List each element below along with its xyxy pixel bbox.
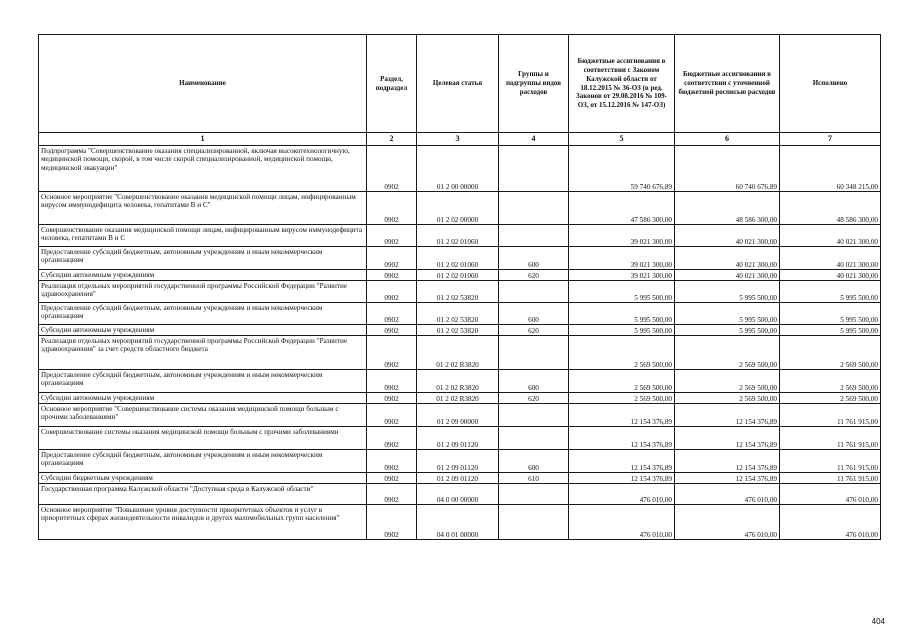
row-plan-amount: 40 021 300,00 — [675, 247, 780, 270]
row-law-amount: 12 154 376,89 — [569, 427, 675, 450]
header-executed: Исполнено — [780, 35, 881, 133]
row-section: 0902 — [367, 192, 417, 225]
row-law-amount: 2 569 500,00 — [569, 370, 675, 393]
row-plan-amount: 2 569 500,00 — [675, 336, 780, 370]
row-target: 04 0 01 00000 — [417, 505, 499, 540]
row-name: Основное мероприятие "Совершенствование системы оказания медицинской помощи больным с прочими заболеваниями" — [39, 404, 367, 427]
row-target: 01 2 02 53820 — [417, 303, 499, 325]
row-executed-amount: 11 761 915,00 — [780, 404, 881, 427]
row-section: 0902 — [367, 427, 417, 450]
table-row — [39, 336, 881, 370]
header-group: Группы и подгруппы видов расходов — [499, 35, 569, 133]
row-name: Субсидии бюджетным учреждениям — [39, 473, 367, 484]
row-group: 600 — [499, 303, 569, 325]
column-number-row — [39, 133, 881, 146]
page-number: 404 — [871, 617, 885, 626]
row-target: 01 2 02 01060 — [417, 270, 499, 281]
column-number: 4 — [499, 133, 569, 146]
row-target: 01 2 02 01060 — [417, 247, 499, 270]
row-law-amount: 2 569 500,00 — [569, 336, 675, 370]
table-row — [39, 404, 881, 427]
row-executed-amount: 11 761 915,00 — [780, 473, 881, 484]
table-row — [39, 393, 881, 404]
row-plan-amount: 2 569 500,00 — [675, 393, 780, 404]
column-number: 1 — [39, 133, 367, 146]
row-name: Субсидии автономным учреждениям — [39, 325, 367, 336]
table-row — [39, 370, 881, 393]
row-target: 01 2 09 01120 — [417, 450, 499, 473]
row-target: 01 2 02 00000 — [417, 192, 499, 225]
row-group — [499, 427, 569, 450]
row-name: Предоставление субсидий бюджетным, автономным учреждениям и иным некоммерческим организациям — [39, 303, 367, 325]
table-row — [39, 505, 881, 540]
row-plan-amount: 60 740 676,89 — [675, 146, 780, 192]
row-section: 0902 — [367, 281, 417, 303]
row-name: Предоставление субсидий бюджетным, автономным учреждениям и иным некоммерческим организациям — [39, 450, 367, 473]
row-plan-amount: 12 154 376,89 — [675, 427, 780, 450]
row-section: 0902 — [367, 450, 417, 473]
row-name: Субсидии автономным учреждениям — [39, 393, 367, 404]
row-law-amount: 5 995 500,00 — [569, 303, 675, 325]
row-name: Предоставление субсидий бюджетным, автономным учреждениям и иным некоммерческим организациям — [39, 370, 367, 393]
row-target: 01 2 02 01060 — [417, 225, 499, 247]
header-section: Раздел, подраздел — [367, 35, 417, 133]
row-group — [499, 281, 569, 303]
row-law-amount: 59 740 676,89 — [569, 146, 675, 192]
row-section: 0902 — [367, 303, 417, 325]
row-executed-amount: 5 995 500,00 — [780, 325, 881, 336]
row-executed-amount: 40 021 300,00 — [780, 270, 881, 281]
row-section: 0902 — [367, 370, 417, 393]
row-executed-amount: 2 569 500,00 — [780, 393, 881, 404]
row-target: 01 2 09 00000 — [417, 404, 499, 427]
row-group — [499, 192, 569, 225]
budget-table — [38, 34, 881, 540]
column-number: 6 — [675, 133, 780, 146]
table-row — [39, 303, 881, 325]
row-section: 0902 — [367, 484, 417, 505]
row-law-amount: 12 154 376,89 — [569, 404, 675, 427]
row-plan-amount: 12 154 376,89 — [675, 404, 780, 427]
table-row — [39, 192, 881, 225]
row-law-amount: 5 995 500,00 — [569, 281, 675, 303]
column-number: 5 — [569, 133, 675, 146]
column-number: 7 — [780, 133, 881, 146]
row-plan-amount: 12 154 376,89 — [675, 450, 780, 473]
header-name: Наименование — [39, 35, 367, 133]
row-plan-amount: 40 021 300,00 — [675, 225, 780, 247]
table-row — [39, 281, 881, 303]
row-name: Предоставление субсидий бюджетным, автономным учреждениям и иным некоммерческим организациям — [39, 247, 367, 270]
row-plan-amount: 5 995 500,00 — [675, 325, 780, 336]
row-executed-amount: 48 586 300,00 — [780, 192, 881, 225]
row-executed-amount: 5 995 500,00 — [780, 281, 881, 303]
row-executed-amount: 40 021 300,00 — [780, 247, 881, 270]
row-plan-amount: 2 569 500,00 — [675, 370, 780, 393]
row-law-amount: 12 154 376,89 — [569, 473, 675, 484]
row-executed-amount: 476 010,00 — [780, 484, 881, 505]
header-row — [39, 35, 881, 133]
row-target: 01 2 02 R3820 — [417, 393, 499, 404]
header-plan-allocation: Бюджетные ассигнования в соответствии с уточненной бюджетной росписью расходов — [675, 35, 780, 133]
row-law-amount: 47 586 300,00 — [569, 192, 675, 225]
row-group: 620 — [499, 393, 569, 404]
row-target: 01 2 02 53820 — [417, 325, 499, 336]
table-row — [39, 427, 881, 450]
row-plan-amount: 476 010,00 — [675, 484, 780, 505]
row-executed-amount: 2 569 500,00 — [780, 370, 881, 393]
row-plan-amount: 48 586 300,00 — [675, 192, 780, 225]
table-body — [39, 146, 881, 540]
row-executed-amount: 5 995 500,00 — [780, 303, 881, 325]
row-name: Реализация отдельных мероприятий государственной программы Российской Федерации "Развитие здравоохранения" за счет средств областного бюджета — [39, 336, 367, 370]
row-group: 620 — [499, 270, 569, 281]
row-target: 01 2 02 R3820 — [417, 336, 499, 370]
row-law-amount: 2 569 500,00 — [569, 393, 675, 404]
row-plan-amount: 5 995 500,00 — [675, 281, 780, 303]
row-law-amount: 476 010,00 — [569, 484, 675, 505]
row-law-amount: 39 021 300,00 — [569, 247, 675, 270]
row-target: 04 0 00 00000 — [417, 484, 499, 505]
row-section: 0902 — [367, 146, 417, 192]
row-section: 0902 — [367, 325, 417, 336]
row-plan-amount: 12 154 376,89 — [675, 473, 780, 484]
row-target: 01 2 09 01120 — [417, 473, 499, 484]
table-row — [39, 450, 881, 473]
row-name: Основное мероприятие "Повышение уровня доступности приоритетных объектов и услуг в приоритетных сферах жизнедеятельности инвалидов и других маломобильных групп населения" — [39, 505, 367, 540]
row-group — [499, 484, 569, 505]
header-law-allocation: Бюджетные ассигнования в соответствии с Законом Калужской области от 18.12.2015 № 36-ОЗ (в ред. Законов от 29.08.2016 № 109-ОЗ, от 15.12.2016 № 147-ОЗ) — [569, 35, 675, 133]
row-name: Совершенствование оказания медицинской помощи лицам, инфицированным вирусом иммунодефицита человека, гепатитами В и С — [39, 225, 367, 247]
row-group: 600 — [499, 450, 569, 473]
row-name: Субсидии автономным учреждениям — [39, 270, 367, 281]
row-section: 0902 — [367, 404, 417, 427]
row-law-amount: 5 995 500,00 — [569, 325, 675, 336]
row-section: 0902 — [367, 270, 417, 281]
row-name: Совершенствование системы оказания медицинской помощи больным с прочими заболеваниями — [39, 427, 367, 450]
row-target: 01 2 02 53820 — [417, 281, 499, 303]
row-plan-amount: 476 010,00 — [675, 505, 780, 540]
row-law-amount: 476 010,00 — [569, 505, 675, 540]
row-group: 610 — [499, 473, 569, 484]
row-name: Подпрограмма "Совершенствование оказания специализированной, включая высокотехнологичную, медицинской помощи, скорой, в том числе скорой специализированной, медицинской помощи, медицинской эвакуации" — [39, 146, 367, 192]
row-section: 0902 — [367, 473, 417, 484]
row-group: 620 — [499, 325, 569, 336]
row-section: 0902 — [367, 393, 417, 404]
table-row — [39, 225, 881, 247]
row-target: 01 2 02 R3820 — [417, 370, 499, 393]
row-target: 01 2 09 01120 — [417, 427, 499, 450]
row-executed-amount: 476 010,00 — [780, 505, 881, 540]
row-section: 0902 — [367, 336, 417, 370]
row-law-amount: 39 021 300,00 — [569, 225, 675, 247]
row-name: Основное мероприятие "Совершенствование оказания медицинской помощи лицам, инфицированным вирусом иммунодефицита человека, гепатитами В и С" — [39, 192, 367, 225]
column-number: 2 — [367, 133, 417, 146]
table-row — [39, 473, 881, 484]
table-row — [39, 146, 881, 192]
row-plan-amount: 5 995 500,00 — [675, 303, 780, 325]
row-section: 0902 — [367, 247, 417, 270]
row-group: 600 — [499, 247, 569, 270]
row-law-amount: 39 021 300,00 — [569, 270, 675, 281]
table-row — [39, 484, 881, 505]
row-executed-amount: 2 569 500,00 — [780, 336, 881, 370]
table-row — [39, 325, 881, 336]
row-name: Государственная программа Калужской области "Доступная среда в Калужской области" — [39, 484, 367, 505]
row-plan-amount: 40 021 300,00 — [675, 270, 780, 281]
header-target: Целевая статья — [417, 35, 499, 133]
row-group — [499, 336, 569, 370]
row-group — [499, 146, 569, 192]
row-group — [499, 404, 569, 427]
row-name: Реализация отдельных мероприятий государственной программы Российской Федерации "Развитие здравоохранения" — [39, 281, 367, 303]
row-law-amount: 12 154 376,89 — [569, 450, 675, 473]
row-target: 01 2 00 00000 — [417, 146, 499, 192]
row-section: 0902 — [367, 225, 417, 247]
column-number: 3 — [417, 133, 499, 146]
row-group: 600 — [499, 370, 569, 393]
table-row — [39, 247, 881, 270]
row-executed-amount: 11 761 915,00 — [780, 450, 881, 473]
row-executed-amount: 40 021 300,00 — [780, 225, 881, 247]
row-group — [499, 505, 569, 540]
table-row — [39, 270, 881, 281]
row-executed-amount: 11 761 915,00 — [780, 427, 881, 450]
row-group — [499, 225, 569, 247]
row-section: 0902 — [367, 505, 417, 540]
row-executed-amount: 60 348 215,00 — [780, 146, 881, 192]
